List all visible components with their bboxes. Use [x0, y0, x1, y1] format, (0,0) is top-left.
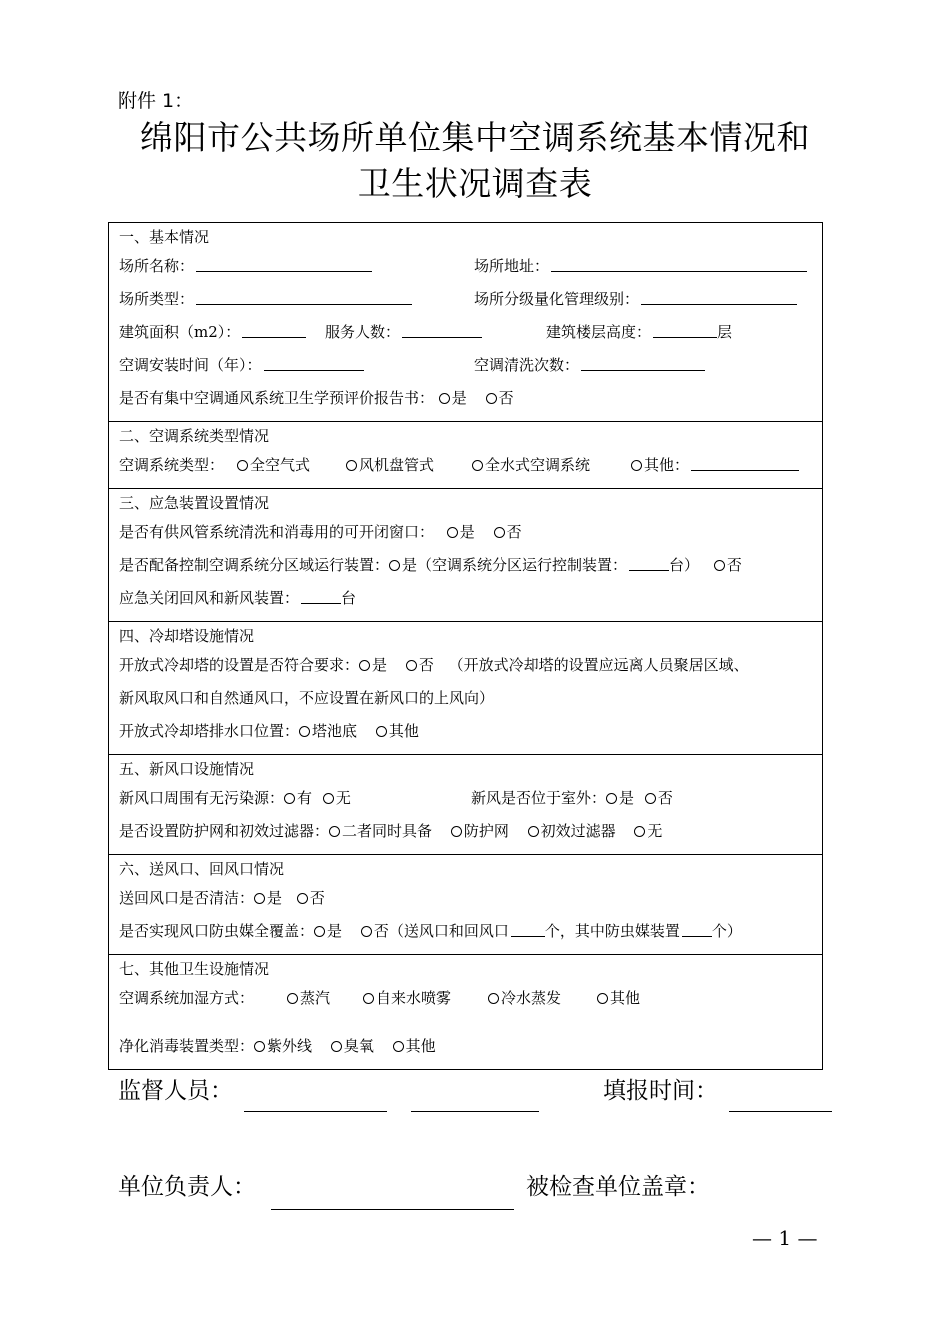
radio-circle-icon	[314, 926, 325, 937]
outdoor-question: 新风是否位于室外：	[471, 789, 607, 807]
radio-circle-icon	[299, 726, 310, 737]
humid-tap-spray-radio[interactable]: 自来水喷雾	[363, 982, 451, 1015]
fill-time-label: 填报时间：	[603, 1078, 718, 1104]
radio-circle-icon	[297, 893, 308, 904]
radio-circle-icon	[329, 826, 340, 837]
disinfect-other-radio[interactable]: 其他	[393, 1037, 436, 1055]
radio-circle-icon	[472, 460, 483, 471]
section-basic-info	[109, 223, 822, 422]
annex-label: 附件 1：	[118, 90, 194, 112]
building-area-field[interactable]: 建筑面积（m2）：	[119, 316, 306, 349]
radio-circle-icon	[376, 726, 387, 737]
cover-no-radio[interactable]: 否（送风口和回风口 个，其中防虫媒装置 个）	[361, 922, 742, 940]
filter-net-radio[interactable]: 防护网	[451, 822, 509, 840]
report-question: 是否有集中空调通风系统卫生学预评价报告书：	[119, 389, 435, 407]
vent-clean-yes-radio[interactable]: 是	[254, 889, 282, 907]
supervisor-sign-line-2[interactable]	[411, 1111, 539, 1112]
outdoor-no-radio[interactable]: 否	[645, 789, 673, 807]
tower-question: 开放式冷却塔的设置是否符合要求：	[119, 656, 360, 674]
install-time-field[interactable]: 空调安装时间（年）：	[119, 349, 364, 382]
radio-circle-icon	[634, 826, 645, 837]
section-header: 二、空调系统类型情况	[119, 427, 270, 445]
ac-type-label: 空调系统类型：	[119, 456, 225, 474]
drain-label: 开放式冷却塔排水口位置：	[119, 722, 300, 740]
radio-circle-icon	[488, 993, 499, 1004]
opt-all-air-radio[interactable]: 全空气式	[237, 449, 310, 482]
radio-circle-icon	[439, 393, 450, 404]
radio-circle-icon	[393, 1041, 404, 1052]
radio-circle-icon	[714, 560, 725, 571]
radio-circle-icon	[645, 793, 656, 804]
floor-height-field[interactable]: 建筑楼层高度： 层	[546, 316, 732, 349]
tower-no-radio[interactable]: 否	[406, 656, 434, 674]
venue-address-field[interactable]: 场所地址：	[474, 250, 807, 283]
radio-circle-icon	[287, 993, 298, 1004]
supervisor-sign-line-1[interactable]	[244, 1111, 387, 1112]
radio-circle-icon	[254, 893, 265, 904]
filter-question: 是否设置防护网和初效过滤器：	[119, 822, 330, 840]
pollution-have-radio[interactable]: 有	[284, 789, 312, 807]
clean-count-field[interactable]: 空调清洗次数：	[474, 349, 705, 382]
page-title-line2: 卫生状况调查表	[357, 164, 593, 203]
opt-other-radio[interactable]: 其他：	[631, 449, 799, 482]
radio-circle-icon	[363, 993, 374, 1004]
zone-yes-radio[interactable]: 是（空调系统分区运行控制装置： 台）	[389, 556, 699, 574]
section-cooling-tower	[109, 622, 822, 755]
radio-circle-icon	[323, 793, 334, 804]
window-no-radio[interactable]: 否	[494, 523, 522, 541]
humid-other-radio[interactable]: 其他	[597, 982, 640, 1015]
disinfect-ozone-radio[interactable]: 臭氧	[331, 1037, 374, 1055]
tower-note-cont: 新风取风口和自然通风口，不应设置在新风口的上风向）	[119, 689, 495, 707]
tower-yes-radio[interactable]: 是	[359, 656, 387, 674]
section-vents	[109, 855, 822, 955]
radio-circle-icon	[359, 660, 370, 671]
cover-yes-radio[interactable]: 是	[314, 922, 342, 940]
radio-circle-icon	[631, 460, 642, 471]
radio-circle-icon	[331, 1041, 342, 1052]
section-header: 一、基本情况	[119, 228, 210, 246]
radio-circle-icon	[597, 993, 608, 1004]
survey-form-table	[108, 222, 823, 1070]
window-question: 是否有供风管系统清洗和消毒用的可开闭窗口：	[119, 523, 435, 541]
window-yes-radio[interactable]: 是	[447, 523, 475, 541]
section-header: 三、应急装置设置情况	[119, 494, 270, 512]
grade-level-field[interactable]: 场所分级量化管理级别：	[474, 283, 797, 316]
vent-clean-no-radio[interactable]: 否	[297, 889, 325, 907]
section-header: 七、其他卫生设施情况	[119, 960, 270, 978]
drain-basin-radio[interactable]: 塔池底	[299, 722, 357, 740]
venue-type-field[interactable]: 场所类型：	[119, 283, 412, 316]
humid-cold-evap-radio[interactable]: 冷水蒸发	[488, 982, 561, 1015]
humid-steam-radio[interactable]: 蒸汽	[287, 982, 330, 1015]
zone-no-radio[interactable]: 否	[714, 556, 742, 574]
disinfect-uv-radio[interactable]: 紫外线	[254, 1037, 312, 1055]
radio-circle-icon	[606, 793, 617, 804]
radio-circle-icon	[361, 926, 372, 937]
section-ac-type	[109, 422, 822, 489]
drain-other-radio[interactable]: 其他	[376, 722, 419, 740]
opt-all-water-radio[interactable]: 全水式空调系统	[472, 449, 590, 482]
radio-circle-icon	[237, 460, 248, 471]
disinfect-label: 净化消毒装置类型：	[119, 1037, 255, 1055]
fill-time-line[interactable]	[729, 1111, 832, 1112]
report-no-radio[interactable]: 否	[486, 389, 514, 407]
supervisor-label: 监督人员：	[118, 1078, 233, 1104]
unit-head-sign-line[interactable]	[271, 1209, 514, 1210]
unit-head-label: 单位负责人：	[118, 1174, 256, 1200]
pollution-question: 新风口周围有无污染源：	[119, 789, 285, 807]
venue-name-field[interactable]: 场所名称：	[119, 250, 372, 283]
section-emergency	[109, 489, 822, 622]
pollution-none-radio[interactable]: 无	[323, 789, 351, 807]
radio-circle-icon	[451, 826, 462, 837]
zone-question: 是否配备控制空调系统分区域运行装置：	[119, 556, 390, 574]
section-other-facilities	[109, 955, 822, 1069]
section-fresh-air	[109, 755, 822, 855]
radio-circle-icon	[494, 527, 505, 538]
filter-primary-radio[interactable]: 初效过滤器	[528, 822, 616, 840]
filter-both-radio[interactable]: 二者同时具备	[329, 822, 432, 840]
radio-circle-icon	[254, 1041, 265, 1052]
cover-question: 是否实现风口防虫媒全覆盖：	[119, 922, 315, 940]
section-header: 五、新风口设施情况	[119, 760, 255, 778]
radio-circle-icon	[447, 527, 458, 538]
outdoor-yes-radio[interactable]: 是	[606, 789, 634, 807]
humid-label: 空调系统加湿方式：	[119, 989, 255, 1007]
section-header: 六、送风口、回风口情况	[119, 860, 285, 878]
emergency-close-field[interactable]: 应急关闭回风和新风装置： 台	[119, 589, 356, 607]
tower-note: （开放式冷却塔的设置应远离人员聚居区域、	[448, 656, 749, 674]
radio-circle-icon	[389, 560, 400, 571]
radio-circle-icon	[284, 793, 295, 804]
report-yes-radio[interactable]: 是	[439, 389, 467, 407]
stamp-label: 被检查单位盖章：	[526, 1174, 710, 1200]
page-title-line1: 绵阳市公共场所单位集中空调系统基本情况和	[140, 118, 810, 157]
radio-circle-icon	[406, 660, 417, 671]
service-count-field[interactable]: 服务人数：	[325, 316, 482, 349]
radio-circle-icon	[486, 393, 497, 404]
page-number: — 1 —	[752, 1226, 818, 1250]
filter-neither-radio[interactable]: 无	[634, 822, 662, 840]
section-header: 四、冷却塔设施情况	[119, 627, 255, 645]
opt-fan-coil-radio[interactable]: 风机盘管式	[346, 449, 434, 482]
radio-circle-icon	[346, 460, 357, 471]
vent-clean-question: 送回风口是否清洁：	[119, 889, 255, 907]
radio-circle-icon	[528, 826, 539, 837]
